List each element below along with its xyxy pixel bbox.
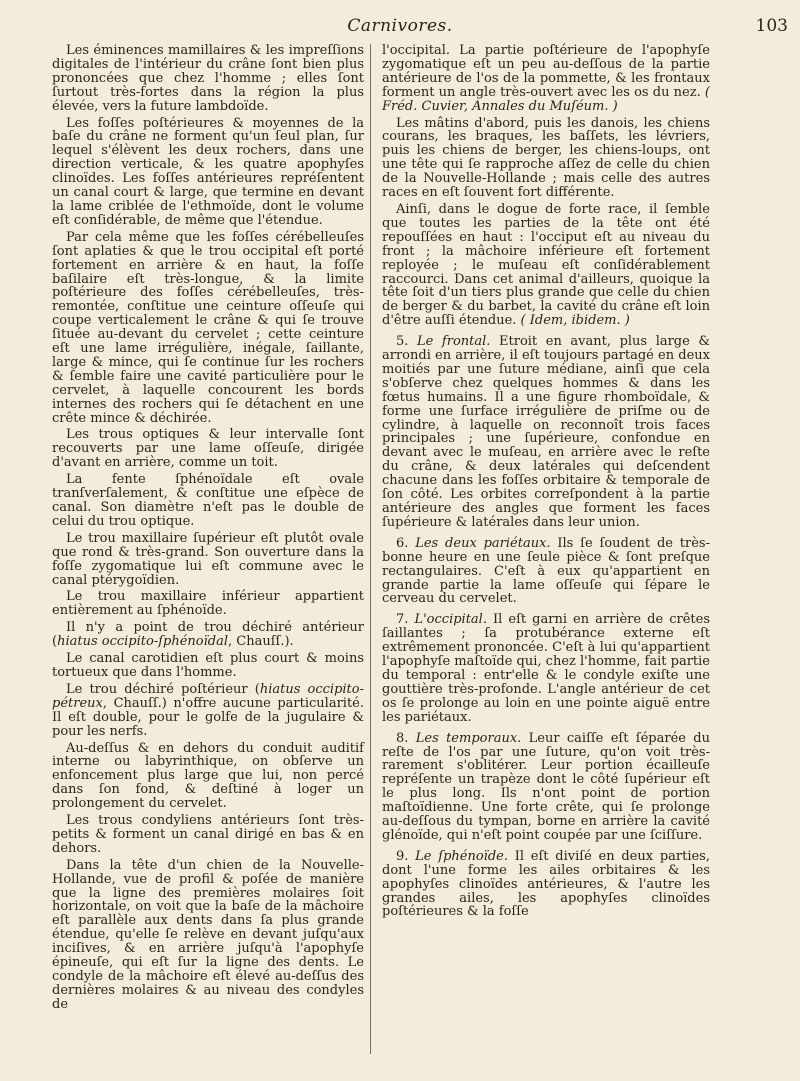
section-9 bbox=[382, 850, 710, 920]
section-heading: Les temporaux. bbox=[415, 730, 522, 746]
text-run: , Chauſſ.) n'offre aucune particularité. Il eſt double, pour le golfe de la jugulaire & pour les nerfs. bbox=[52, 695, 364, 739]
paragraph: Le trou maxillaire inférieur appartient entièrement au ſphénoïde. bbox=[52, 589, 364, 619]
section-heading: Le ſphénoïde. bbox=[415, 848, 508, 864]
paragraph: Les trous condyliens antérieurs ſont très-petits & forment un canal dirigé en bas & en dehors. bbox=[52, 813, 364, 856]
paragraph bbox=[382, 44, 710, 114]
paragraph bbox=[52, 621, 364, 649]
paragraph: Les éminences mamillaires & les impreſſions digitales de l'intérieur du crâne ſont bien plus prononcées que chez l'homme ; elles ſont ſurtout très-fortes dans la région la plus élevée, vers la future lambdoïde. bbox=[52, 43, 364, 114]
section-body: Leur caiſſe eſt ſéparée du reſte de l'os par une ſuture, qu'on voit très-rarement s'oblitérer. Leur portion écailleuſe repréſente un trapèze dont le côté ſupérieur eſt le plus long. Ils n'ont point de portion maſtoïdienne. Une forte crête, qui ſe prolonge au-deſſous du tympan, borne en arrière la cavité glénoïde, qui n'eſt point coupée par une ſciſſure. bbox=[382, 730, 710, 843]
paragraph bbox=[382, 203, 710, 328]
section-heading: L'occipital. bbox=[414, 612, 487, 628]
section-body: Etroit en avant, plus large & arrondi en arrière, il eſt toujours partagé en deux moitiés par une ſuture médiane, ainſi que cela s'obſerve chez quelques hommes & dans les fœtus humains. Il a une figure rhomboïdale, & forme une ſurface irrégulière de priſme ou de cylindre, à laquelle on reconnoît trois faces principales ; une ſupérieure, confondue en devant avec le muſeau, en arrière avec le reſte du crâne, & deux latérales qui deſcendent chacune dans les foſſes orbitaire & temporale de ſon côté. Les orbites correſpondent à la partie antérieure des angles que forment les faces ſupérieure & latérales dans leur union. bbox=[382, 334, 710, 530]
text-run: Ainſi, dans le dogue de forte race, il ſemble que toutes les parties de la tête ont été repouſſées en haut : l'occiput eſt au niveau du front ; la mâchoire inférieure eſt fortement reployée ; le muſeau eſt conſidérablement raccourci. Dans cet animal d'ailleurs, quoique la tête ſoit d'un tiers plus grande que celle du chien de berger & du barbet, la cavité du crâne eſt loin d'être auſſi étendue. bbox=[382, 201, 710, 329]
citation: ( Fréd. Cuvier, Annales du Muſéum. ) bbox=[382, 84, 710, 114]
section-number: 8. bbox=[396, 730, 409, 746]
section-number: 9. bbox=[396, 848, 409, 864]
latin-term: hiatus occipito-pétreux bbox=[52, 681, 364, 711]
section-number: 5. bbox=[396, 334, 409, 350]
paragraph: Les foſſes poſtérieures & moyennes de la baſe du crâne ne forment qu'un ſeul plan, ſur lequel s'élèvent les deux rochers, dans une direction verticale, & les quatre apophyſes clinoïdes. Les foſſes antérieures repréſentent un canal court & large, que termine en devant la lame criblée de l'ethmoïde, dont le volume eſt conſidérable, de même que l'étendue. bbox=[52, 115, 364, 228]
paragraph: La fente ſphénoïdale eſt ovale tranſverſalement, & conſtitue une eſpèce de canal. Son diamètre n'eſt pas le double de celui du trou optique. bbox=[52, 472, 364, 529]
section-8 bbox=[382, 732, 710, 843]
text-run: , Chauſſ.). bbox=[228, 634, 294, 650]
text-run: Le trou déchiré poſtérieur ( bbox=[66, 681, 260, 697]
section-body: Il eſt garni en arrière de crêtes ſaillantes ; ſa protubérance externe eſt extrêmement prononcée. C'eſt à lui qu'appartient l'apophyſe maſtoïde qui, chez l'homme, fait partie du temporal : entr'elle & le condyle exiſte une gouttière très-profonde. L'angle antérieur de cet os ſe prolonge au loin en une pointe aiguë entre les pariétaux. bbox=[382, 612, 710, 725]
section-5 bbox=[382, 335, 710, 530]
paragraph: Par cela même que les foſſes cérébelleuſes ſont aplaties & que le trou occipital eſt porté fortement en arrière & en haut, la foſſe baſilaire eſt très-longue, & la limite poſtérieure des foſſes cérébelleuſes, très-remontée, conſtitue une ceinture oſſeuſe qui coupe verticalement le crâne & qui ſe trouve ſituée au-devant du cervelet ; cette ceinture eſt une lame irrégulière, inégale, ſaillante, large & mince, qui ſe continue ſur les rochers & ſemble faire une cavité particulière pour le cervelet, à laquelle concourent les bords internes des rochers qui ſe détachent en une crête mince & déchirée. bbox=[52, 229, 364, 426]
page-number: 103 bbox=[755, 16, 788, 36]
running-head bbox=[0, 10, 800, 40]
section-7 bbox=[382, 613, 710, 724]
text-run: Il n'y a point de trou déchiré antérieur ( bbox=[52, 620, 364, 650]
section-number: 6. bbox=[396, 535, 409, 551]
section-heading: Le frontal. bbox=[417, 334, 491, 350]
paragraph: Au-deſſus & en dehors du conduit auditif interne ou labyrinthique, on obſerve un enfoncement plus large que lui, non percé dans ſon fond, & deſtiné à loger un prolongement du cervelet. bbox=[52, 740, 364, 812]
paragraph: Les mâtins d'abord, puis les danois, les chiens courans, les braques, les baſſets, les lévriers, puis les chiens de berger, les chiens-loups, ont une tête qui ſe rapproche aſſez de celle du chien de la Nouvelle-Hollande ; mais celle des autres races en eſt ſouvent fort différente. bbox=[382, 115, 710, 201]
section-6 bbox=[382, 537, 710, 607]
paragraph: Dans la tête d'un chien de la Nouvelle-Hollande, vue de profil & poſée de manière que la ligne des premières molaires ſoit horizontale, on voit que la baſe de la mâchoire eſt parallèle aux dents dans ſa plus grande étendue, qu'elle ſe relève en devant juſqu'aux inciſives, & en arrière juſqu'à l'apophyſe épineuſe, qui eſt ſur la ligne des dents. Le condyle de la mâchoire eſt élevé au-deſſus des dernières molaires & au niveau des condyles de bbox=[52, 857, 364, 1012]
section-body: Ils ſe ſoudent de très-bonne heure en une ſeule pièce & ſont preſque rectangulaires. C'eſt à eux qu'appartient en grande partie la lame oſſeuſe qui ſépare le cerveau du cervelet. bbox=[382, 535, 710, 607]
paragraph: Le canal carotidien eſt plus court & moins tortueux que dans l'homme. bbox=[52, 651, 364, 680]
paragraph: Les trous optiques & leur intervalle ſont recouverts par une lame oſſeuſe, dirigée d'avant en arrière, comme un toit. bbox=[52, 427, 364, 471]
text-run: l'occipital. La partie poſtérieure de l'apophyſe zygomatique eſt un peu au-deſſous de la partie antérieure de l'os de la pommette, & les frontaux forment un angle très-ouvert avec les os du nez. bbox=[382, 43, 710, 100]
paragraph: Le trou maxillaire ſupérieur eſt plutôt ovale que rond & très-grand. Son ouverture dans la foſſe zygomatique lui eſt commune avec le canal ptérygoïdien. bbox=[52, 530, 364, 588]
left-column bbox=[52, 44, 364, 1015]
running-title: Carnivores. bbox=[347, 16, 453, 36]
right-column bbox=[382, 44, 710, 922]
citation: ( Idem, ibidem. ) bbox=[520, 313, 630, 329]
column-divider bbox=[370, 44, 371, 1054]
paragraph bbox=[52, 683, 364, 739]
section-heading: Les deux pariétaux. bbox=[415, 535, 551, 551]
section-body: Il eſt diviſé en deux parties, dont l'une forme les ailes orbitaires & les apophyſes clinoïdes antérieures, & l'autre les grandes ailes, les apophyſes clinoïdes poſtérieures & la foſſe bbox=[382, 848, 710, 920]
section-number: 7. bbox=[396, 612, 409, 628]
latin-term: hiatus occipito-ſphénoïdal bbox=[57, 634, 229, 650]
